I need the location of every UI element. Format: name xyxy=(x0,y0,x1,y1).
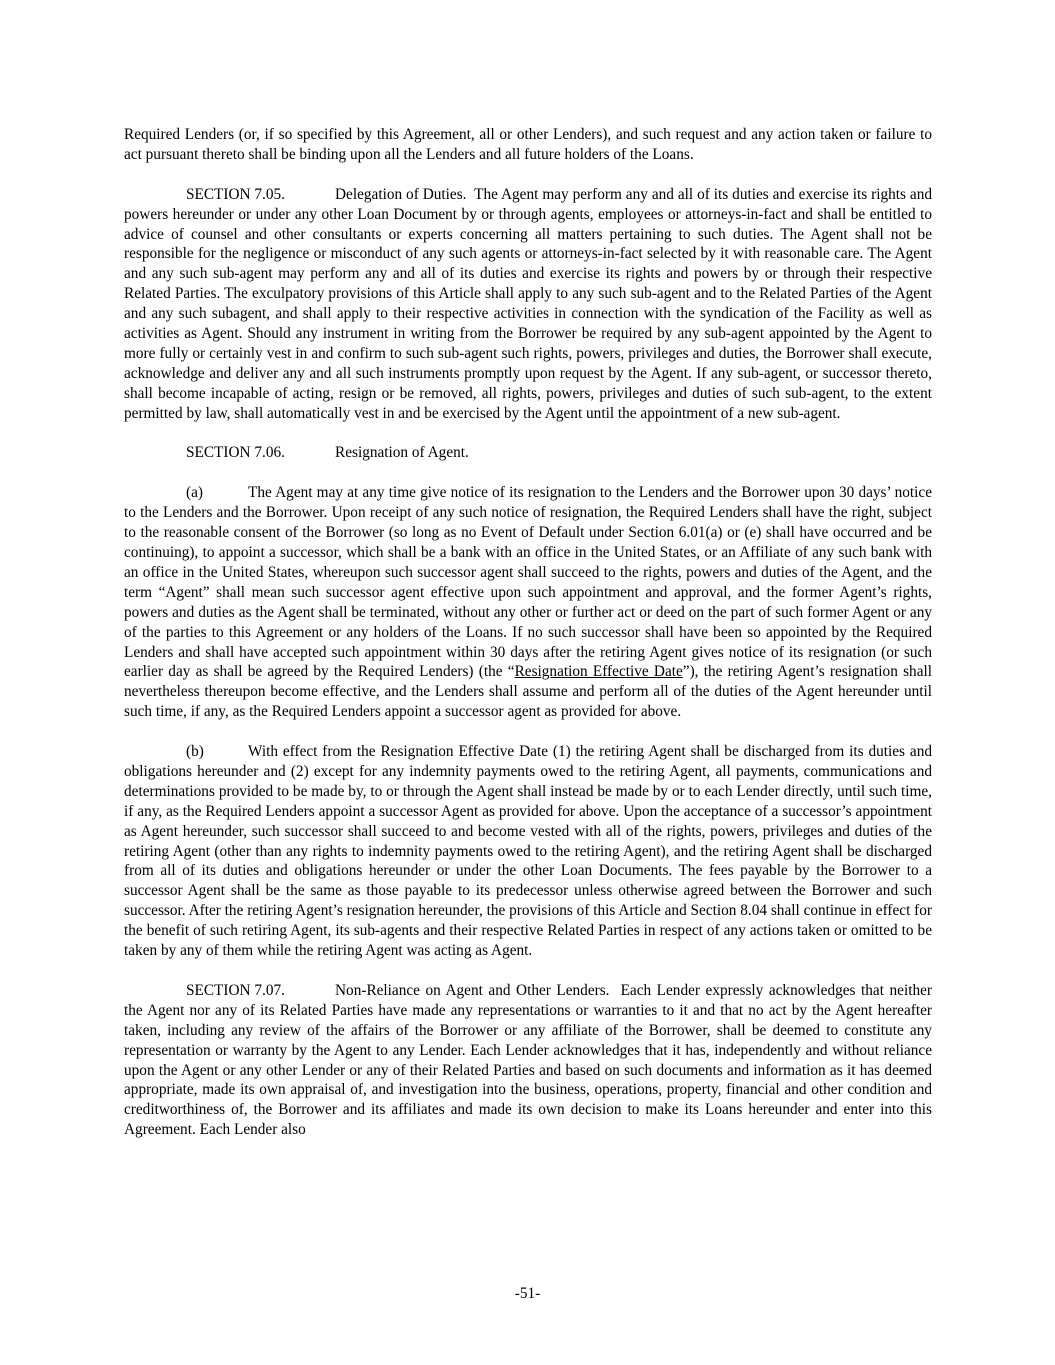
para-a-text-before: The Agent may at any time give notice of its resignation to the Lenders and the Borrower upon 30 days’ notice to the Lenders and the Borrower. Upon receipt of any such notice of resignation, the Required Lenders shall have the right, subject to the reasonable consent of the Borrower (so long as no Event of Default under Section 6.01(a) or (e) shall have occurred and be continuing), to appoint a successor, which shall be a bank with an office in the United States, or an Affiliate of any such bank with an office in the United States, whereupon such successor agent shall succeed to the rights, powers and duties of the Agent, and the term “Agent” shall mean such successor agent effective upon such appointment and approval, and the former Agent’s rights, powers and duties as the Agent shall be terminated, without any other or further act or deed on the part of such former Agent or any of the parties to this Agreement or any holders of the Loans. If no such successor shall have been so appointed by the Required Lenders and shall have accepted such appointment within 30 days after the retiring Agent gives notice of its resignation (or such earlier day as shall be agreed by the Required Lenders) (the “ xyxy=(124,484,932,681)
section-7-07-number: SECTION 7.07. xyxy=(186,981,286,999)
section-7-06-para-b xyxy=(124,742,932,961)
continuation-text: Required Lenders (or, if so specified by this Agreement, all or other Lenders), and such request and any action taken or failure to act pursuant thereto shall be binding upon all the Lenders and all future holders of the Loans. xyxy=(124,126,932,163)
section-7-07-body: Each Lender expressly acknowledges that neither the Agent nor any of its Related Parties have made any representations or warranties to it and that no act by the Agent hereafter taken, including any review of the affairs of the Borrower or any affiliate of the Borrower, shall be deemed to constitute any representation or warranty by the Agent to any Lender. Each Lender acknowledges that it has, independently and without reliance upon the Agent or any other Lender or any of their Related Parties and based on such documents and information as it has deemed appropriate, made its own appraisal of, and investigation into the business, operations, property, financial and other condition and creditworthiness of, the Borrower and its affiliates and made its own decision to make its Loans hereunder and enter into this Agreement. Each Lender also xyxy=(124,981,932,1139)
document-body xyxy=(124,125,932,1160)
section-7-05-title: Delegation of Duties. xyxy=(335,185,467,203)
section-7-06-heading xyxy=(124,443,932,463)
section-7-06-para-a xyxy=(124,483,932,722)
para-a-label: (a) xyxy=(186,484,203,502)
continuation-paragraph xyxy=(124,125,932,165)
section-7-06-title: Resignation of Agent. xyxy=(335,444,469,462)
page-number: -51- xyxy=(514,1285,541,1302)
section-7-05-body: The Agent may perform any and all of its duties and exercise its rights and powers hereunder or under any other Loan Document by or through agents, employees or attorneys-in-fact and shall be entitled to advice of counsel and other consultants or experts concerning all matters pertaining to such duties. The Agent shall not be responsible for the negligence or misconduct of any such agents or attorneys-in-fact selected by it with reasonable care. The Agent and any such sub-agent may perform any and all of its duties and exercise its rights and powers by or through their respective Related Parties. The exculpatory provisions of this Article shall apply to any such sub-agent and to the Related Parties of the Agent and any such subagent, and shall apply to their respective activities in connection with the syndication of the Facility as well as activities as Agent. Should any instrument in writing from the Borrower be required by any sub-agent appointed by the Agent to more fully or certainly vest in and confirm to such sub-agent such rights, powers, privileges and duties, the Borrower shall execute, acknowledge and deliver any and all such instruments promptly upon request by the Agent. If any sub-agent, or successor thereto, shall become incapable of acting, resign or be removed, all rights, powers, privileges and duties of such sub-agent, to the extent permitted by law, shall automatically vest in and be exercised by the Agent until the appointment of a new sub-agent. xyxy=(124,185,932,422)
para-a-text-after: ”), the retiring Agent’s resignation shall nevertheless thereupon become effective, and the Lenders shall assume and perform all of the duties of the Agent hereunder until such time, if any, as the Required Lenders appoint a successor agent as provided for above. xyxy=(124,663,932,721)
section-7-07-paragraph xyxy=(124,981,932,1140)
section-7-06-number: SECTION 7.06. xyxy=(186,444,286,462)
para-b-text: With effect from the Resignation Effective Date (1) the retiring Agent shall be discharged from its duties and obligations hereunder and (2) except for any indemnity payments owed to the retiring Agent, all payments, communications and determinations provided to be made by, to or through the Agent shall instead be made by or to each Lender directly, until such time, if any, as the Required Lenders appoint a successor Agent as provided for above. Upon the acceptance of a successor’s appointment as Agent hereunder, such successor shall succeed to and become vested with all of the rights, powers, privileges and duties of the retiring Agent (other than any rights to indemnity payments owed to the retiring Agent), and the retiring Agent shall be discharged from all of its duties and obligations hereunder or under the other Loan Documents. The fees payable by the Borrower to a successor Agent shall be the same as those payable to its predecessor unless otherwise agreed between the Borrower and such successor. After the retiring Agent’s resignation hereunder, the provisions of this Article and Section 8.04 shall continue in effect for the benefit of such retiring Agent, its sub-agents and their respective Related Parties in respect of any actions taken or omitted to be taken by any of them while the retiring Agent was acting as Agent. xyxy=(124,743,932,960)
resignation-effective-date-term: Resignation Effective Date xyxy=(514,663,683,681)
para-b-label: (b) xyxy=(186,743,204,761)
section-7-05-number: SECTION 7.05. xyxy=(186,185,286,203)
section-7-05-paragraph xyxy=(124,185,932,424)
section-7-07-title: Non-Reliance on Agent and Other Lenders. xyxy=(335,981,610,999)
